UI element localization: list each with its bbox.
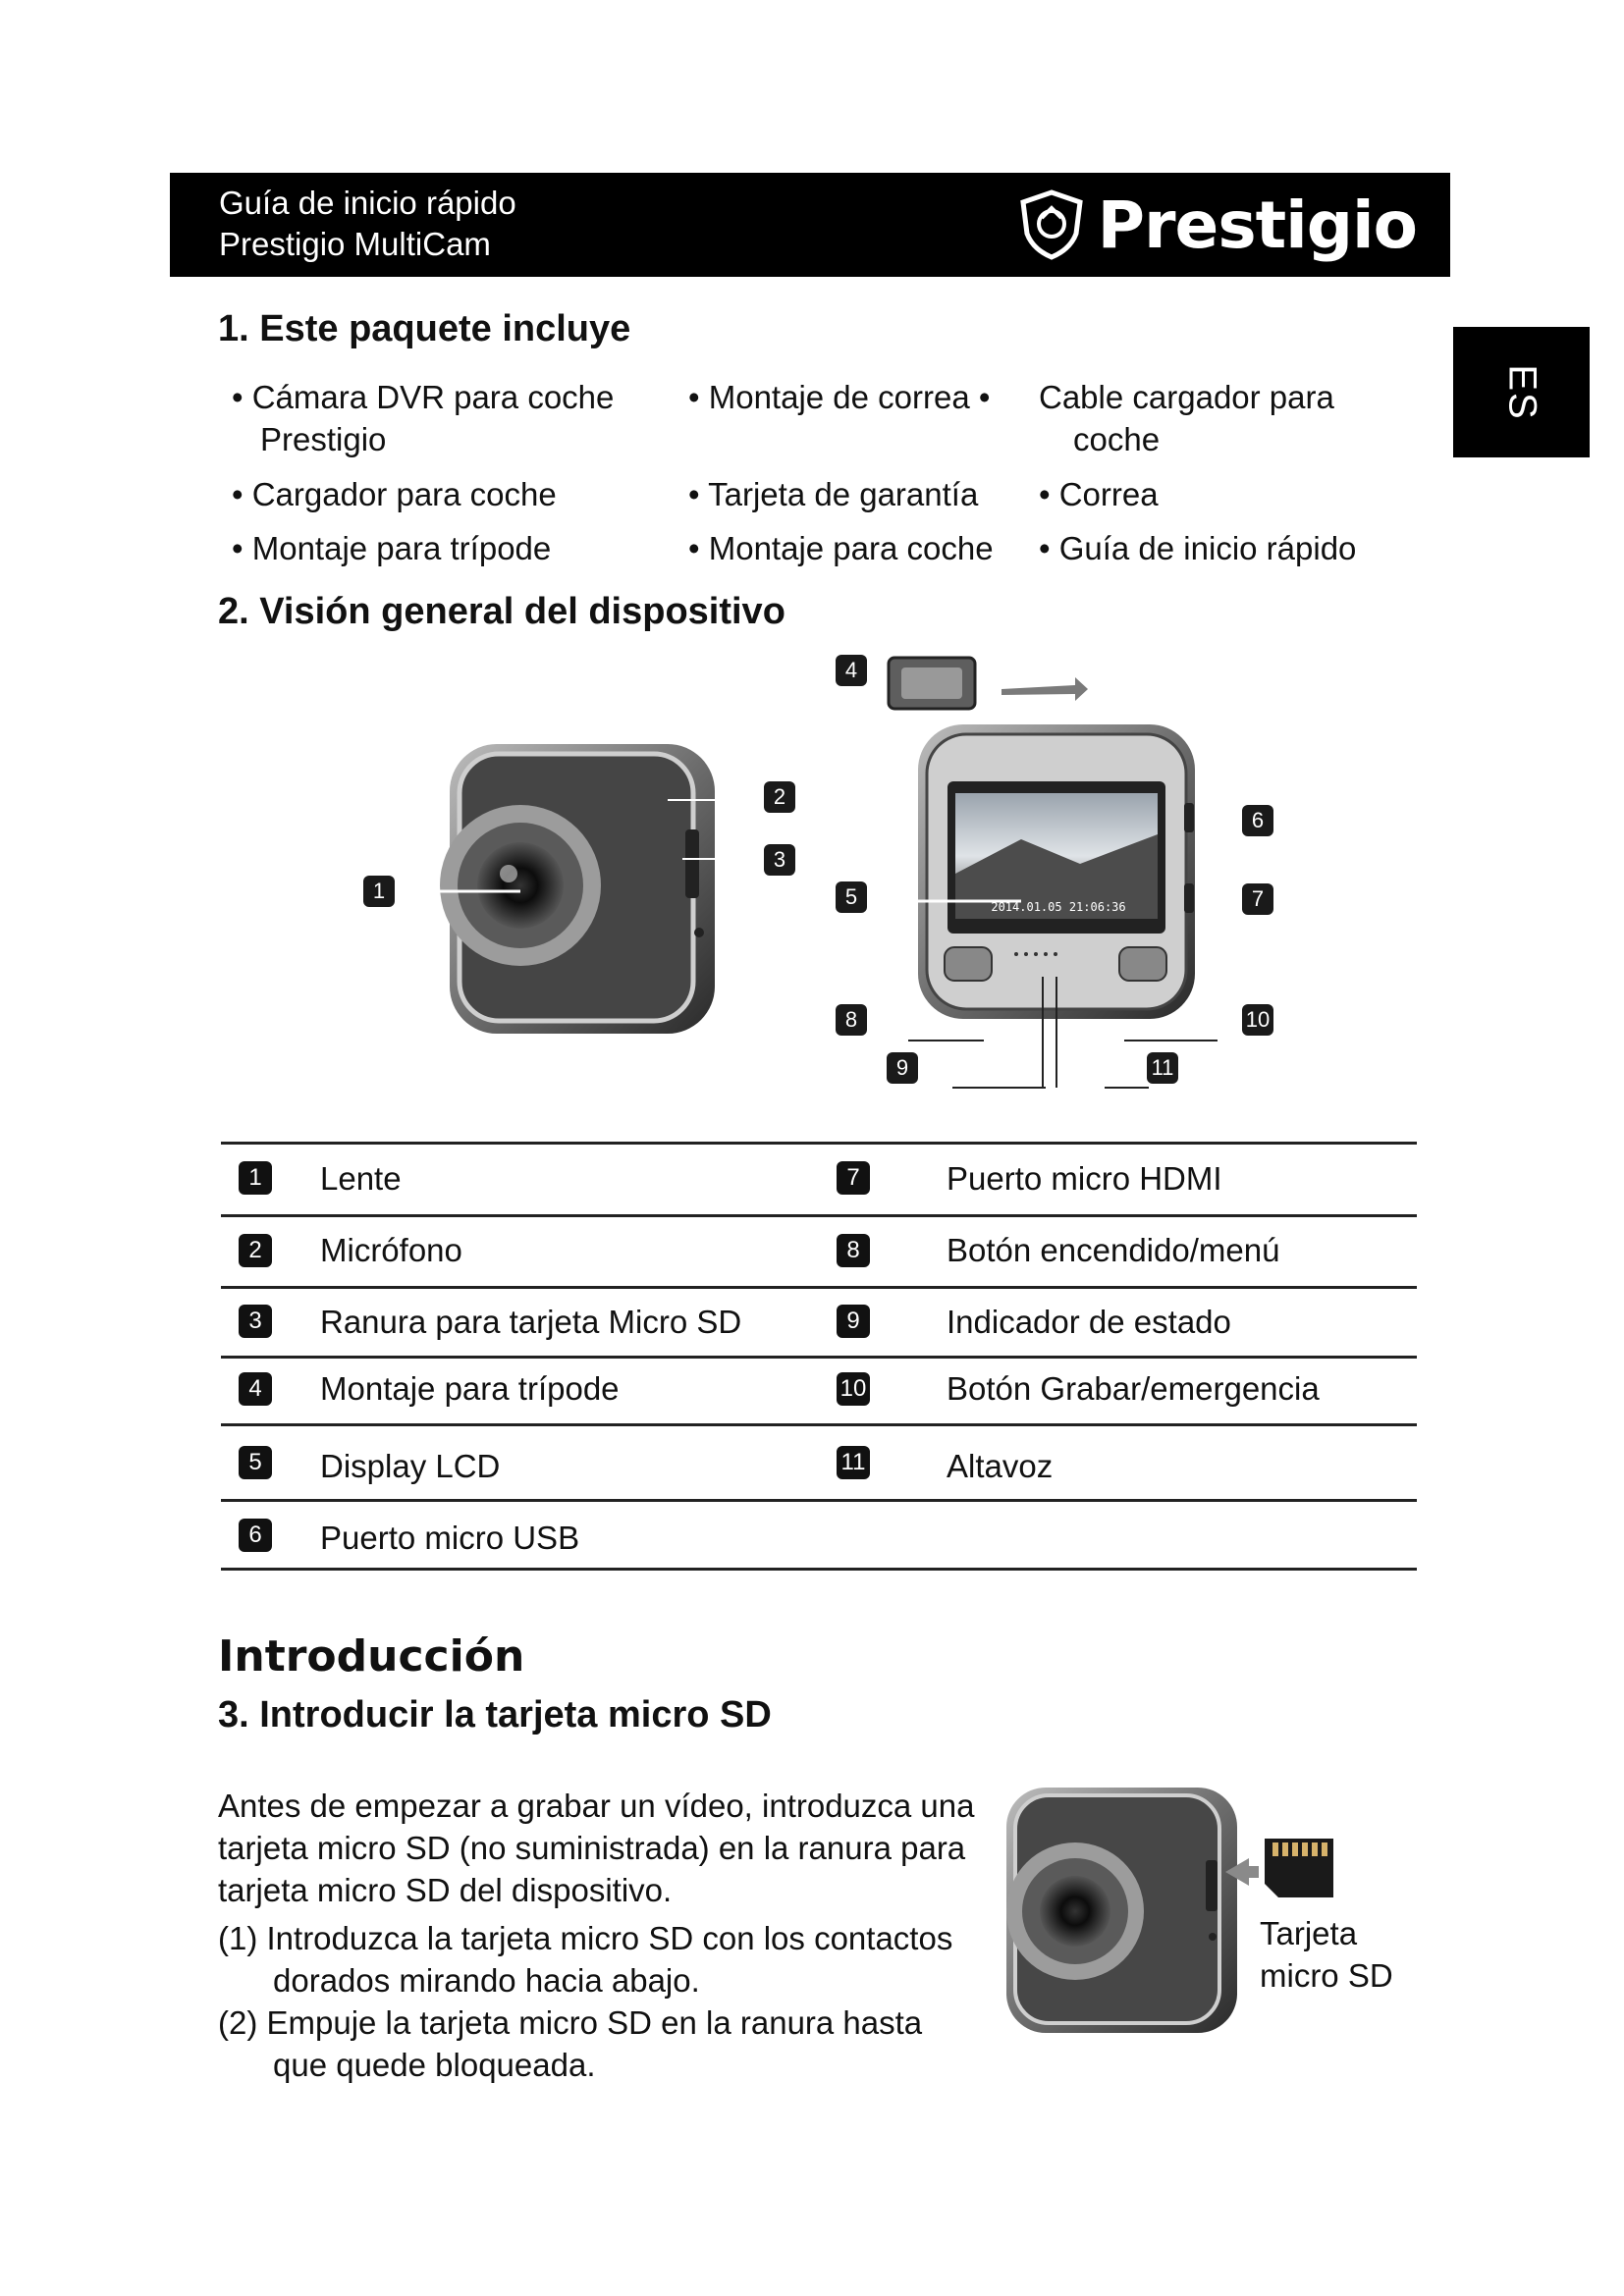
table-rule: [221, 1568, 1417, 1571]
package-item: • Montaje para coche: [688, 530, 994, 566]
legend-number: 2: [239, 1234, 272, 1267]
callout-1: 1: [363, 876, 395, 907]
device-overview-illustration: [334, 638, 1296, 1090]
legend-label: Lente: [320, 1160, 402, 1197]
step-line: (2) Empuje la tarjeta micro SD en la ranura hasta: [218, 2004, 923, 2041]
callout-11: 11: [1147, 1052, 1178, 1084]
language-tab: [1453, 327, 1590, 457]
package-item: • Montaje para trípode: [232, 530, 552, 566]
package-item: • Guía de inicio rápido: [1039, 530, 1357, 566]
package-item: • Tarjeta de garantía: [688, 476, 979, 512]
paragraph-line: tarjeta micro SD (no suministrada) en la ranura para: [218, 1830, 966, 1866]
legend-number: 4: [239, 1372, 272, 1406]
table-rule: [221, 1423, 1417, 1426]
section1-title: 1. Este paquete incluye: [218, 308, 631, 349]
callout-5: 5: [836, 881, 867, 913]
legend-number: 3: [239, 1305, 272, 1338]
sd-card-insertion-illustration: [1001, 1782, 1345, 2037]
section3-title: 3. Introducir la tarjeta micro SD: [218, 1694, 772, 1735]
legend-label: Montaje para trípode: [320, 1370, 620, 1407]
step-line-cont: que quede bloqueada.: [273, 2047, 596, 2083]
camera-back: [918, 724, 1195, 1019]
camera-side: [1006, 1788, 1237, 2033]
legend-number: 6: [239, 1519, 272, 1552]
legend-label: Botón Grabar/emergencia: [947, 1370, 1320, 1407]
sd-label: Tarjeta: [1260, 1915, 1358, 1951]
header-band: [170, 173, 1450, 277]
table-rule: [221, 1499, 1417, 1502]
callout-7: 7: [1242, 883, 1273, 915]
step-line: (1) Introduzca la tarjeta micro SD con los contactos: [218, 1920, 953, 1956]
table-rule: [221, 1286, 1417, 1289]
table-rule: [221, 1142, 1417, 1145]
svg-text:2014.01.05 21:06:36: 2014.01.05 21:06:36: [991, 900, 1126, 914]
legend-number: 10: [837, 1372, 870, 1406]
header-subtitle: Prestigio MultiCam: [219, 226, 491, 262]
package-item: Cable cargador para: [1039, 379, 1334, 415]
package-item: • Cámara DVR para coche: [232, 379, 615, 415]
crest-icon: [1015, 188, 1088, 261]
legend-number: 8: [837, 1234, 870, 1267]
tripod-mount: [889, 658, 1088, 709]
sd-label: micro SD: [1260, 1957, 1393, 1994]
callout-3: 3: [764, 844, 795, 876]
legend-label: Indicador de estado: [947, 1304, 1231, 1340]
prestigio-logo: [1015, 188, 1417, 261]
table-rule: [221, 1356, 1417, 1359]
legend-number: 11: [837, 1446, 870, 1479]
step-line-cont: dorados mirando hacia abajo.: [273, 1962, 700, 1999]
legend-number: 1: [239, 1161, 272, 1195]
legend-label: Ranura para tarjeta Micro SD: [320, 1304, 742, 1340]
language-code: ES: [1500, 363, 1543, 421]
legend-number: 5: [239, 1446, 272, 1479]
section2-title: 2. Visión general del dispositivo: [218, 591, 785, 632]
package-item: • Correa: [1039, 476, 1159, 512]
legend-label: Display LCD: [320, 1448, 501, 1484]
legend-number: 9: [837, 1305, 870, 1338]
package-item-cont: Prestigio: [260, 421, 387, 457]
legend-label: Micrófono: [320, 1232, 462, 1268]
legend-number: 7: [837, 1161, 870, 1195]
callout-2: 2: [764, 781, 795, 813]
logo-wordmark: Prestigio: [1097, 187, 1417, 263]
legend-label: Puerto micro USB: [320, 1520, 580, 1556]
camera-front: [440, 744, 715, 1034]
callout-10: 10: [1242, 1004, 1273, 1036]
paragraph-line: Antes de empezar a grabar un vídeo, introduzca una: [218, 1788, 975, 1824]
callout-9: 9: [887, 1052, 918, 1084]
callout-6: 6: [1242, 805, 1273, 836]
package-item-cont: coche: [1073, 421, 1161, 457]
legend-label: Botón encendido/menú: [947, 1232, 1280, 1268]
micro-sd-card-icon: [1265, 1839, 1333, 1897]
paragraph-line: tarjeta micro SD del dispositivo.: [218, 1872, 673, 1908]
package-item: • Montaje de correa •: [688, 379, 991, 415]
legend-label: Altavoz: [947, 1448, 1054, 1484]
legend-label: Puerto micro HDMI: [947, 1160, 1222, 1197]
intro-heading: Introducción: [218, 1631, 525, 1682]
package-item: • Cargador para coche: [232, 476, 557, 512]
header-title: Guía de inicio rápido: [219, 185, 516, 221]
callout-8: 8: [836, 1004, 867, 1036]
callout-4: 4: [836, 655, 867, 686]
table-rule: [221, 1214, 1417, 1217]
